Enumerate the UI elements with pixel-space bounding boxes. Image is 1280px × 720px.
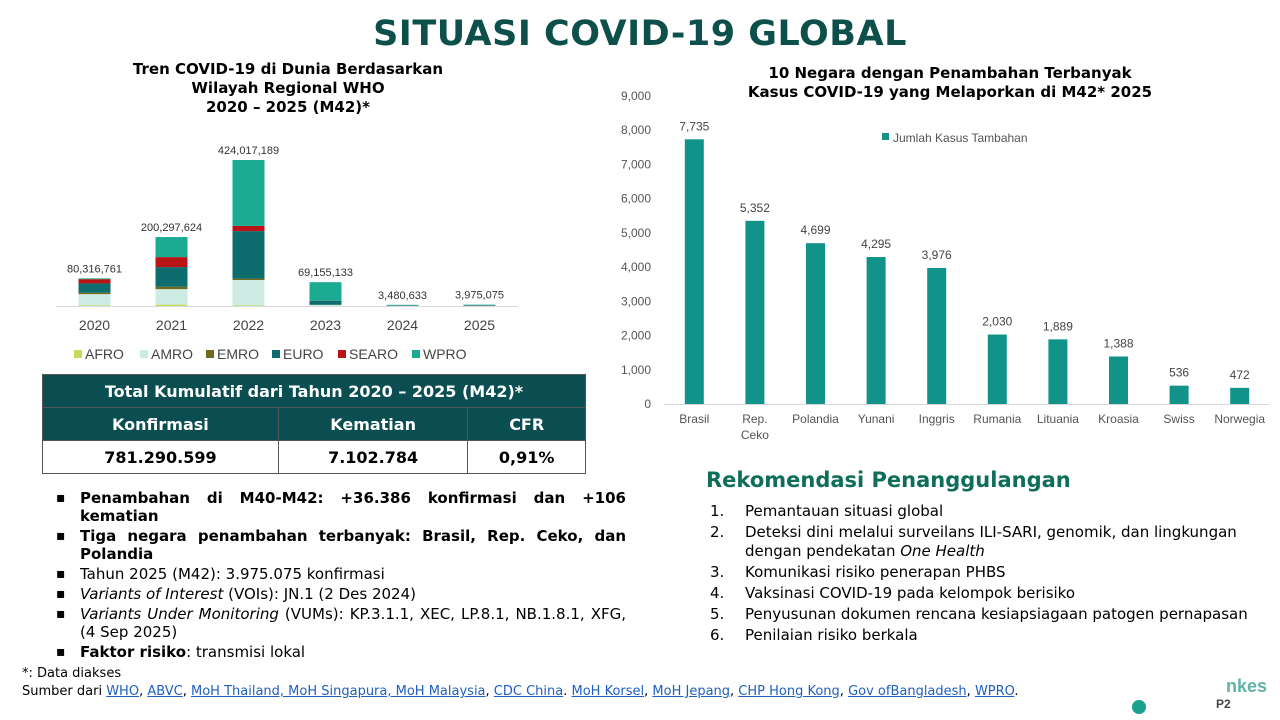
sources-line: Sumber dari WHO, ABVC, MoH Thailand, MoH Singapura, MoH Malaysia, CDC China. MoH Korsel, MoH Jepang, CHP Hong Kong, Gov ofBangladesh, WPRO. [22, 684, 1019, 699]
bar-segment-euro-2023 [310, 301, 342, 305]
bar-segment-amro-2023 [310, 305, 342, 306]
source-link-gov-bangladesh[interactable]: Gov ofBangladesh [848, 684, 967, 699]
bar-segment-searo-2020 [79, 279, 111, 283]
list-item [50, 605, 626, 641]
bar-segment-searo-2022 [233, 226, 265, 231]
bar-segment-euro-2024 [387, 305, 419, 306]
bar-segment-euro-2025 [464, 305, 496, 306]
bar-segment-amro-2021 [156, 289, 188, 304]
y-tick-label: 8,000 [620, 123, 651, 138]
legend-label-searo: SEARO [349, 346, 399, 362]
item-text: Penilaian risiko berkala [745, 626, 918, 644]
data-label: 1,889 [1042, 319, 1073, 334]
bar-rumania [988, 335, 1007, 404]
data-label: 7,735 [679, 119, 710, 134]
list-item: ▪ Tiga negara penambahan terbanyak: Brasil, Rep. Ceko, dan Polandia [50, 527, 626, 563]
total-label-2025: 3,975,075 [455, 289, 504, 302]
data-label: 4,295 [861, 237, 892, 252]
legend-label-emro: EMRO [217, 346, 259, 362]
item-text-italic: One Health [900, 542, 985, 560]
right-chart-title-line: 10 Negara dengan Penambahan Terbanyak [768, 64, 1132, 82]
summary-value-deaths: 7.102.784 [278, 441, 468, 474]
bar-segment-amro-2022 [233, 280, 265, 305]
bar-segment-euro-2020 [79, 283, 111, 292]
x-tick-label: Kroasia [1098, 412, 1139, 426]
logo-text: nkes [1226, 676, 1268, 696]
data-label: 4,699 [800, 223, 831, 238]
summary-header-cfr: CFR [468, 408, 586, 441]
legend-label: Jumlah Kasus Tambahan [893, 131, 1028, 145]
y-tick-label: 0 [644, 397, 651, 411]
legend-swatch-afro [74, 350, 82, 358]
bar-segment-wpro-2020 [79, 278, 111, 279]
legend-label-wpro: WPRO [423, 346, 467, 362]
regional-trend-chart [40, 130, 540, 370]
data-label: 5,352 [739, 200, 770, 215]
voi-text: (VOIs): JN.1 (2 Des 2024) [223, 585, 416, 603]
bar-segment-searo-2021 [156, 257, 188, 267]
risk-text: : transmisi lokal [186, 643, 306, 661]
data-label: 472 [1229, 367, 1250, 382]
list-item [710, 523, 1258, 561]
item-text: Deteksi dini melalui surveilans ILI-SARI, genomik, dan lingkungan dengan pendekatan [745, 523, 1237, 560]
legend-label-amro: AMRO [151, 346, 193, 362]
bar-segment-wpro-2021 [156, 237, 188, 257]
item-text: Komunikasi risiko penerapan PHBS [745, 563, 1006, 581]
left-chart-title-line: 2020 – 2025 (M42)* [205, 98, 371, 116]
top-countries-chart [600, 86, 1280, 456]
legend-swatch-emro [206, 350, 214, 358]
bar-swiss [1170, 386, 1189, 404]
item-text: Pemantauan situasi global [745, 502, 944, 520]
right-chart-title-line: Kasus COVID-19 yang Melaporkan di M42* 2025 [747, 83, 1153, 101]
logo-subtext: P2 [1216, 697, 1231, 711]
bar-segment-wpro-2025 [464, 305, 496, 306]
bar-inggris [927, 268, 946, 404]
left-chart-title-line: Wilayah Regional WHO [191, 79, 385, 97]
item-number: 2. [710, 523, 725, 541]
y-tick-label: 4,000 [620, 260, 651, 275]
bar-segment-afro-2021 [156, 305, 188, 306]
bar-segment-euro-2022 [233, 231, 265, 279]
y-tick-label: 5,000 [620, 225, 651, 240]
y-tick-label: 6,000 [620, 191, 651, 206]
bar-norwegia [1230, 388, 1249, 404]
summary-header-confirmed: Konfirmasi [43, 408, 279, 441]
data-label: 536 [1169, 365, 1190, 380]
summary-value-confirmed: 781.290.599 [43, 441, 279, 474]
bar-rep-ceko [745, 221, 764, 404]
sources-prefix: Sumber dari [22, 684, 107, 699]
bar-segment-emro-2022 [233, 279, 265, 280]
y-tick-label: 1,000 [620, 362, 651, 377]
vum-text: (VUMs): KP.3.1.1, XEC, LP.8.1, NB.1.8.1, XFG, (4 Sep 2025) [80, 605, 626, 641]
bar-segment-afro-2020 [79, 305, 111, 306]
bar-lituania [1048, 339, 1067, 404]
bar-yunani [867, 257, 886, 404]
item-number: 3. [710, 563, 725, 581]
data-label: 3,976 [921, 247, 952, 262]
legend-swatch [882, 133, 889, 140]
list-item [710, 626, 1258, 645]
item-text: Penyusunan dokumen rencana kesiapsiagaan patogen pernapasan [745, 605, 1248, 623]
left-chart-title-line: Tren COVID-19 di Dunia Berdasarkan [132, 60, 444, 78]
total-label-2023: 69,155,133 [297, 267, 354, 280]
list-item [710, 584, 1258, 603]
source-link-who[interactable]: WHO [106, 684, 140, 699]
total-label-2020: 80,316,761 [66, 263, 123, 276]
x-tick-label: Brasil [679, 412, 710, 426]
source-link-abvc[interactable]: ABVC [147, 684, 183, 699]
y-tick-label: 9,000 [620, 89, 651, 103]
list-item [710, 563, 1258, 582]
list-item [50, 643, 626, 661]
source-link-chp-hk[interactable]: CHP Hong Kong [738, 684, 840, 699]
source-link-wpro[interactable]: WPRO [974, 684, 1015, 699]
y-tick-label: 3,000 [620, 294, 651, 309]
bar-polandia [806, 243, 825, 404]
voi-label: Variants of Interest [80, 585, 224, 603]
risk-label: Faktor risiko [80, 643, 187, 661]
item-number: 6. [710, 626, 725, 644]
recommendations-list [710, 502, 1258, 647]
list-item: ▪ Penambahan di M40-M42: +36.386 konfirmasi dan +106 kematian [50, 489, 626, 525]
bar-segment-emro-2021 [156, 287, 188, 289]
left-chart-title [100, 60, 476, 117]
recommendations-title: Rekomendasi Penanggulangan [706, 468, 1071, 492]
x-tick-label-2022: 2022 [232, 317, 265, 333]
x-tick-label: Lituania [1036, 412, 1079, 426]
item-text: Vaksinasi COVID-19 pada kelompok berisiko [745, 584, 1076, 602]
legend-label-euro: EURO [283, 346, 324, 362]
bar-segment-afro-2022 [233, 305, 265, 306]
legend-swatch-wpro [412, 350, 420, 358]
x-tick-label-2025: 2025 [463, 317, 496, 333]
list-item [710, 502, 1258, 521]
list-item: ▪ Tahun 2025 (M42): 3.975.075 konfirmasi [50, 565, 626, 583]
summary-value-cfr: 0,91% [468, 441, 586, 474]
total-label-2021: 200,297,624 [140, 222, 203, 235]
data-label: 2,030 [982, 314, 1013, 329]
item-number: 4. [710, 584, 725, 602]
list-item [50, 585, 626, 603]
legend-swatch-euro [272, 350, 280, 358]
x-tick-label: Polandia [792, 412, 839, 426]
source-link-moh-sea[interactable]: MoH Thailand, MoH Singapura, MoH Malaysia [191, 684, 486, 699]
total-label-2022: 424,017,189 [217, 145, 280, 157]
logo-icon [1132, 700, 1146, 714]
legend-swatch-amro [140, 350, 148, 358]
x-tick-label: Yunani [857, 412, 895, 426]
y-tick-label: 2,000 [620, 328, 651, 343]
bar-kroasia [1109, 356, 1128, 404]
bar-segment-wpro-2023 [310, 282, 342, 301]
x-tick-label: Inggris [918, 412, 955, 426]
list-item [710, 605, 1258, 624]
source-link-moh-jepang[interactable]: MoH Jepang [652, 684, 731, 699]
legend-swatch-searo [338, 350, 346, 358]
total-label-2024: 3,480,633 [378, 289, 427, 302]
summary-table-title: Total Kumulatif dari Tahun 2020 – 2025 (M42)* [43, 375, 586, 408]
x-tick-label: Swiss [1163, 412, 1195, 426]
summary-header-deaths: Kematian [278, 408, 468, 441]
bar-brasil [685, 139, 704, 404]
footnote: *: Data diakses [22, 666, 122, 681]
legend-label-afro: AFRO [85, 346, 124, 362]
item-number: 5. [710, 605, 725, 623]
page-title: SITUASI COVID-19 GLOBAL [373, 14, 907, 54]
bar-segment-euro-2021 [156, 267, 188, 287]
x-tick-label: Norwegia [1214, 412, 1266, 426]
x-tick-label-2021: 2021 [155, 317, 188, 333]
x-tick-label-2023: 2023 [309, 317, 342, 333]
key-points-list [50, 489, 626, 663]
bar-segment-wpro-2022 [233, 160, 265, 226]
item-number: 1. [710, 502, 725, 520]
x-tick-label: Rep. Ceko [740, 412, 769, 442]
x-tick-label-2024: 2024 [386, 317, 419, 333]
x-tick-label-2020: 2020 [78, 317, 111, 333]
data-label: 1,388 [1103, 336, 1134, 351]
y-tick-label: 7,000 [620, 157, 651, 172]
cumulative-summary-table [42, 374, 586, 474]
bar-segment-amro-2020 [79, 294, 111, 305]
source-link-moh-korsel[interactable]: MoH Korsel [571, 684, 645, 699]
x-tick-label: Rumania [973, 412, 1022, 426]
vum-label: Variants Under Monitoring [80, 605, 279, 623]
source-link-cdc-china[interactable]: CDC China [493, 684, 564, 699]
bar-segment-emro-2020 [79, 293, 111, 294]
